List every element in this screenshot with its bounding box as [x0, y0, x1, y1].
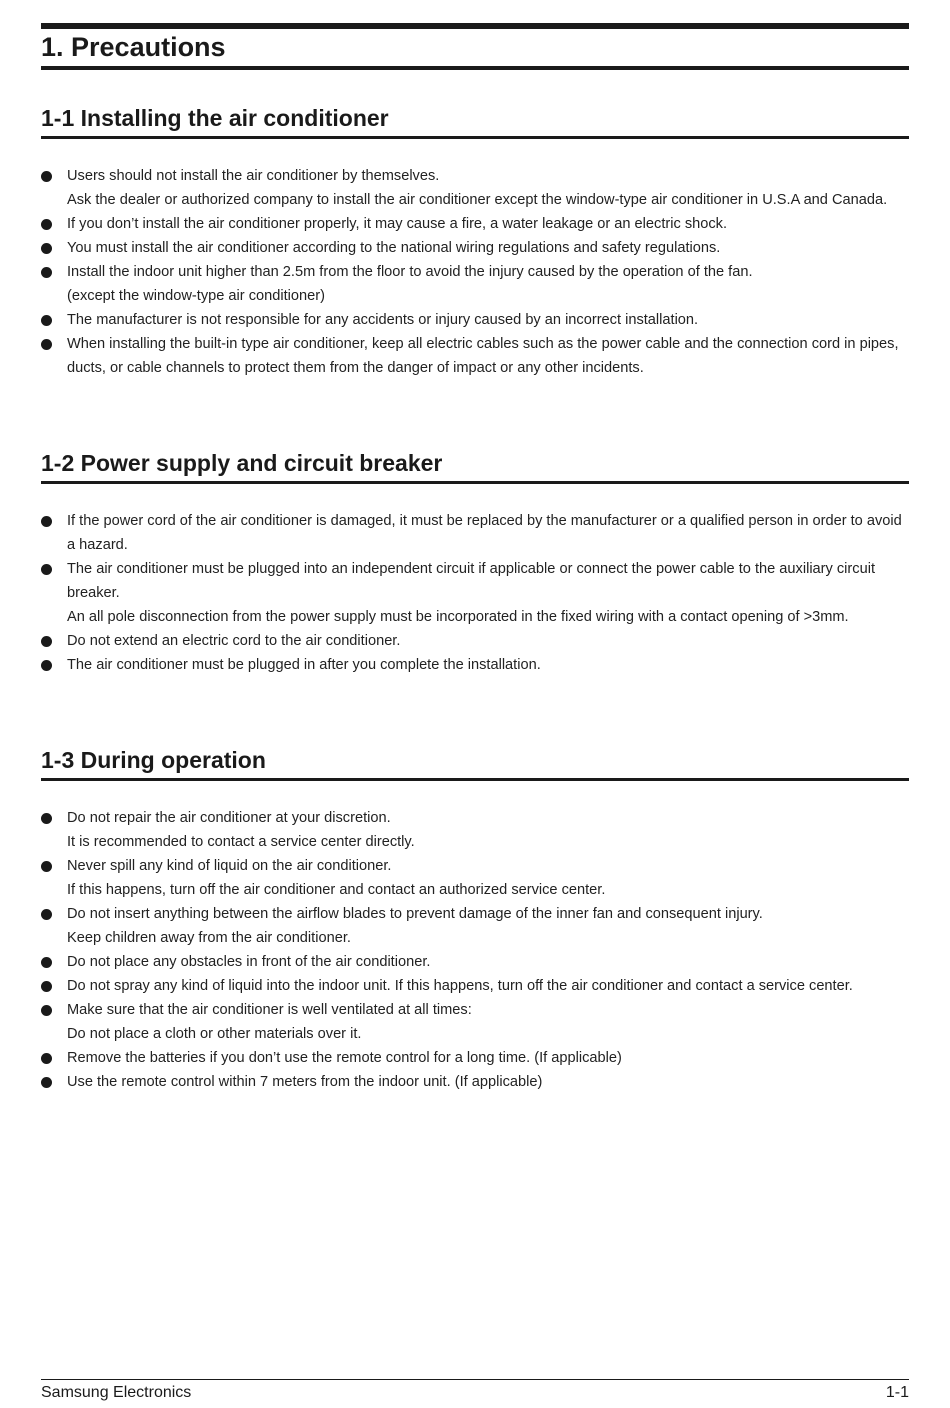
bullet-item [41, 950, 909, 974]
section-rule [41, 136, 909, 139]
bullet-text: Do not place a cloth or other materials over it. [67, 1026, 362, 1042]
bullet-dot-icon [41, 243, 52, 254]
bullet-dot-icon [41, 957, 52, 968]
footer-page-number: 1-1 [885, 1384, 909, 1401]
bullet-list [41, 509, 909, 677]
bullet-text: Never spill any kind of liquid on the air conditioner. [67, 858, 392, 874]
bullet-item [41, 806, 909, 854]
bullet-item [41, 308, 909, 332]
chapter-bottom-rule [41, 66, 909, 70]
bullet-text: Ask the dealer or authorized company to install the air conditioner except the window-type air conditioner in U.S.A and Canada. [67, 192, 888, 208]
bullet-dot-icon [41, 171, 52, 182]
bullet-item [41, 998, 909, 1046]
bullet-text: Do not repair the air conditioner at your discretion. [67, 810, 391, 826]
bullet-dot-icon [41, 339, 52, 350]
bullet-text: Install the indoor unit higher than 2.5m from the floor to avoid the injury caused by the operation of the fan. [67, 264, 753, 280]
bullet-text: It is recommended to contact a service center directly. [67, 834, 415, 850]
bullet-text: If this happens, turn off the air conditioner and contact an authorized service center. [67, 882, 606, 898]
section-during-operation [41, 744, 909, 1094]
bullet-text: Remove the batteries if you don’t use the remote control for a long time. (If applicable) [67, 1050, 622, 1066]
bullet-item [41, 332, 909, 380]
bullet-dot-icon [41, 564, 52, 575]
bullet-dot-icon [41, 636, 52, 647]
bullet-text: If the power cord of the air conditioner is damaged, it must be replaced by the manufacturer or a qualified person in order to avoid [67, 513, 902, 529]
bullet-text: (except the window-type air conditioner) [67, 288, 325, 304]
bullet-dot-icon [41, 315, 52, 326]
section-title: 1-2 Power supply and circuit breaker [41, 450, 443, 476]
bullet-text: Do not spray any kind of liquid into the indoor unit. If this happens, turn off the air conditioner and contact a service center. [67, 978, 853, 994]
bullet-dot-icon [41, 1077, 52, 1088]
bullet-text: Make sure that the air conditioner is well ventilated at all times: [67, 1002, 472, 1018]
bullet-dot-icon [41, 909, 52, 920]
bullet-item [41, 974, 909, 998]
bullet-text: Do not place any obstacles in front of the air conditioner. [67, 954, 431, 970]
bullet-item [41, 1046, 909, 1070]
footer-rule [41, 1379, 909, 1380]
bullet-text: Use the remote control within 7 meters from the indoor unit. (If applicable) [67, 1074, 543, 1090]
bullet-text: Do not insert anything between the airflow blades to prevent damage of the inner fan and consequent injury. [67, 906, 763, 922]
bullet-item [41, 902, 909, 950]
bullet-text: Do not extend an electric cord to the air conditioner. [67, 633, 401, 649]
section-rule [41, 778, 909, 781]
bullet-item [41, 212, 909, 236]
bullet-text: You must install the air conditioner according to the national wiring regulations and safety regulations. [67, 240, 721, 256]
section-title: 1-1 Installing the air conditioner [41, 105, 389, 131]
bullet-item [41, 509, 909, 557]
bullet-list [41, 806, 909, 1094]
chapter-top-rule [41, 23, 909, 29]
bullet-dot-icon [41, 219, 52, 230]
bullet-text: The manufacturer is not responsible for any accidents or injury caused by an incorrect installation. [67, 312, 699, 328]
section-installing [41, 102, 909, 380]
bullet-text: An all pole disconnection from the power supply must be incorporated in the fixed wiring with a contact opening of >3mm. [67, 609, 849, 625]
bullet-dot-icon [41, 1005, 52, 1016]
bullet-item [41, 629, 909, 653]
bullet-text: Users should not install the air conditioner by themselves. [67, 168, 440, 184]
section-power-supply [41, 447, 909, 677]
document-page [41, 0, 909, 1408]
bullet-text: breaker. [67, 585, 120, 601]
bullet-item [41, 557, 909, 629]
bullet-item [41, 164, 909, 212]
bullet-item [41, 260, 909, 308]
bullet-dot-icon [41, 516, 52, 527]
bullet-dot-icon [41, 813, 52, 824]
bullet-item [41, 1070, 909, 1094]
bullet-item [41, 236, 909, 260]
section-rule [41, 481, 909, 484]
bullet-text: ducts, or cable channels to protect them from the danger of impact or any other incidents. [67, 360, 644, 376]
bullet-item [41, 653, 909, 677]
bullet-text: Keep children away from the air conditioner. [67, 930, 351, 946]
bullet-dot-icon [41, 660, 52, 671]
bullet-text: The air conditioner must be plugged into an independent circuit if applicable or connect the power cable to the auxiliary circuit [67, 561, 875, 577]
bullet-dot-icon [41, 1053, 52, 1064]
bullet-text: The air conditioner must be plugged in after you complete the installation. [67, 657, 541, 673]
bullet-text: a hazard. [67, 537, 128, 553]
bullet-dot-icon [41, 861, 52, 872]
section-title: 1-3 During operation [41, 747, 266, 773]
footer-company: Samsung Electronics [41, 1384, 192, 1401]
bullet-text: If you don’t install the air conditioner properly, it may cause a fire, a water leakage or an electric shock. [67, 216, 728, 232]
bullet-dot-icon [41, 981, 52, 992]
chapter-title: 1. Precautions [41, 32, 226, 62]
bullet-item [41, 854, 909, 902]
bullet-list [41, 164, 909, 380]
bullet-text: When installing the built-in type air conditioner, keep all electric cables such as the power cable and the connection cord in pipes, [67, 336, 899, 352]
bullet-dot-icon [41, 267, 52, 278]
